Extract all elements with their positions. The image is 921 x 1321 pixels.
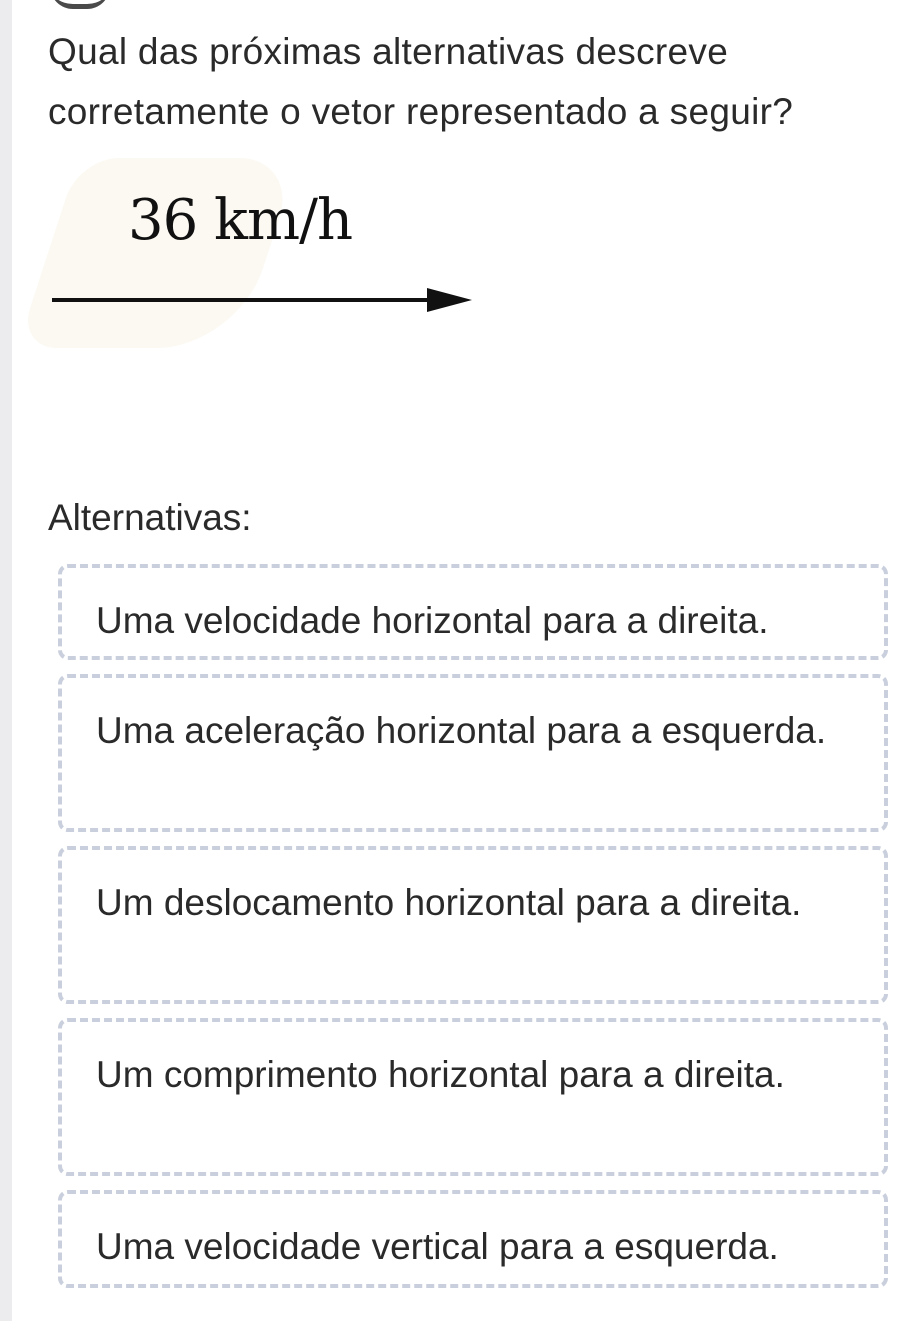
partial-icon	[50, 0, 110, 9]
page-edge	[0, 0, 12, 1321]
vector-figure	[40, 150, 500, 360]
vector-label: 36 km/h	[128, 188, 353, 253]
option-1[interactable]: Uma velocidade horizontal para a direita.	[58, 564, 888, 660]
option-2[interactable]: Uma aceleração horizontal para a esquerda.	[58, 674, 888, 832]
question-text: Qual das próximas alternativas descreve corretamente o vetor representado a seguir?	[48, 31, 794, 132]
option-5[interactable]: Uma velocidade vertical para a esquerda.	[58, 1190, 888, 1288]
option-4[interactable]: Um comprimento horizontal para a direita.	[58, 1018, 888, 1176]
alternatives-heading: Alternativas:	[48, 497, 252, 538]
alternatives-list	[58, 564, 888, 1302]
right-arrow-icon	[52, 280, 472, 320]
option-3[interactable]: Um deslocamento horizontal para a direita.	[58, 846, 888, 1004]
